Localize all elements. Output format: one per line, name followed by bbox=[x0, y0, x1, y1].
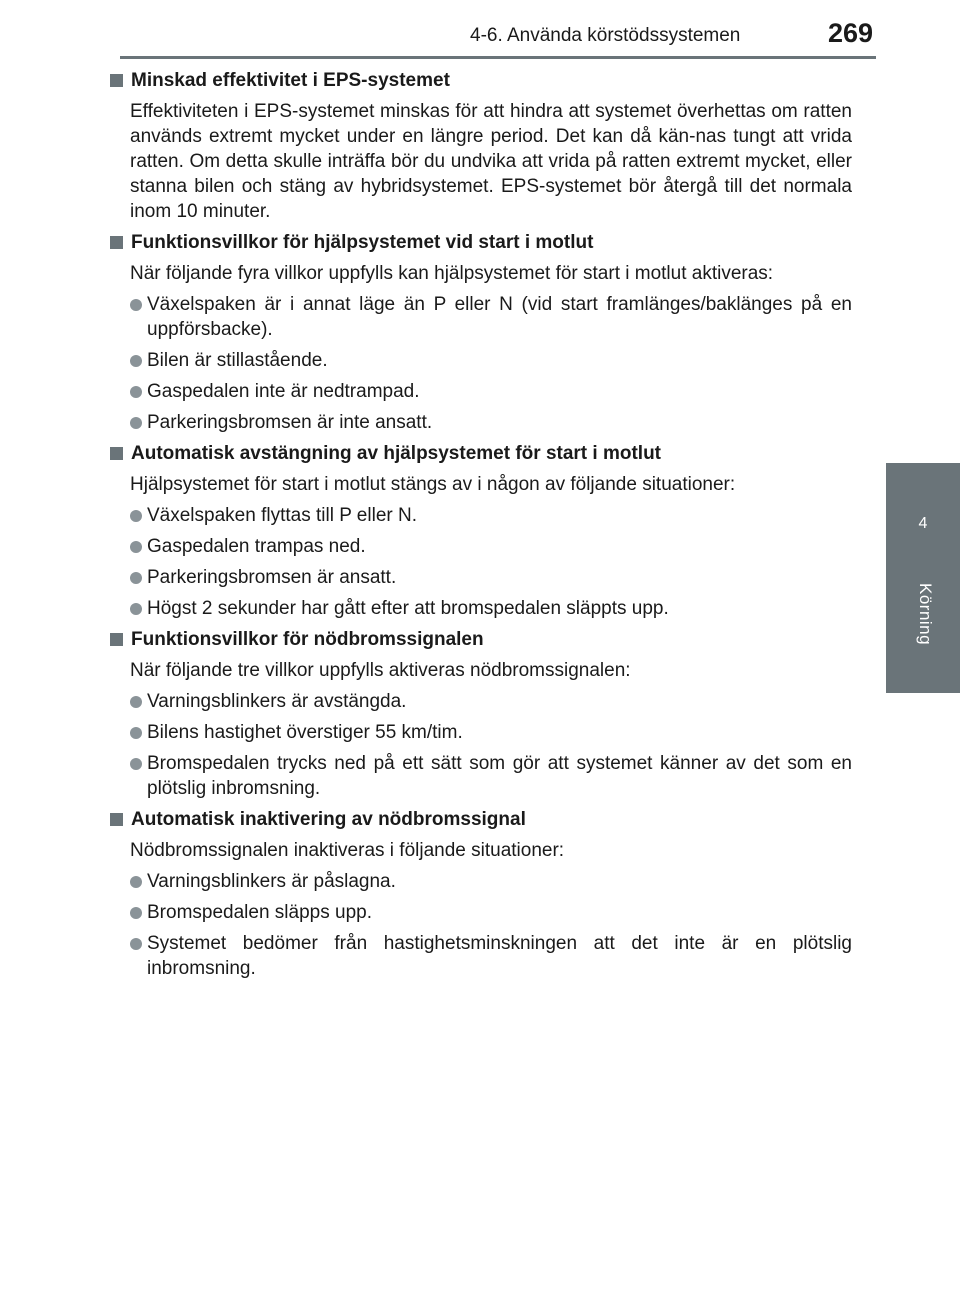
chapter-number: 4 bbox=[918, 515, 928, 532]
section-heading: Automatisk avstängning av hjälpsystemet för start i motlut bbox=[110, 441, 852, 466]
section-paragraph: Nödbromssignalen inaktiveras i följande situationer: bbox=[130, 840, 565, 861]
section-paragraph: När följande tre villkor uppfylls aktiveras nödbromssignalen: bbox=[130, 660, 631, 681]
circle-bullet-icon bbox=[130, 417, 142, 429]
section-eps bbox=[110, 68, 852, 224]
list-item: Växelspaken flyttas till P eller N. bbox=[130, 503, 852, 528]
list-item: Bilen är stillastående. bbox=[130, 348, 852, 373]
circle-bullet-icon bbox=[130, 938, 142, 950]
page-number: 269 bbox=[828, 18, 874, 48]
circle-bullet-icon bbox=[130, 541, 142, 553]
list-item: Högst 2 sekunder har gått efter att bromspedalen släppts upp. bbox=[130, 596, 852, 621]
section-title: 4-6. Använda körstödssystemen bbox=[470, 25, 741, 46]
section-heading: Funktionsvillkor för nödbromssignalen bbox=[110, 627, 852, 652]
section-hill-start-shutdown bbox=[110, 441, 852, 621]
list-item: Parkeringsbromsen är inte ansatt. bbox=[130, 410, 852, 435]
list-item: Bromspedalen släpps upp. bbox=[130, 900, 852, 925]
header-divider bbox=[120, 56, 876, 59]
square-bullet-icon bbox=[110, 813, 123, 826]
circle-bullet-icon bbox=[130, 907, 142, 919]
section-heading: Automatisk inaktivering av nödbromssignal bbox=[110, 807, 852, 832]
section-paragraph: När följande fyra villkor uppfylls kan hjälpsystemet för start i motlut aktiveras: bbox=[130, 263, 774, 284]
square-bullet-icon bbox=[110, 633, 123, 646]
list-item: Parkeringsbromsen är ansatt. bbox=[130, 565, 852, 590]
list-item: Varningsblinkers är påslagna. bbox=[130, 869, 852, 894]
section-paragraph: Hjälpsystemet för start i motlut stängs av i någon av följande situationer: bbox=[130, 474, 736, 495]
section-hill-start-conditions bbox=[110, 230, 852, 435]
circle-bullet-icon bbox=[130, 386, 142, 398]
circle-bullet-icon bbox=[130, 510, 142, 522]
section-emergency-brake-conditions bbox=[110, 627, 852, 801]
chapter-label: Körning bbox=[916, 583, 935, 646]
circle-bullet-icon bbox=[130, 876, 142, 888]
circle-bullet-icon bbox=[130, 727, 142, 739]
circle-bullet-icon bbox=[130, 758, 142, 770]
circle-bullet-icon bbox=[130, 299, 142, 311]
list-item: Bromspedalen trycks ned på ett sätt som gör att systemet känner av det som en plötslig inbromsning. bbox=[130, 751, 852, 801]
section-heading: Minskad effektivitet i EPS-systemet bbox=[110, 68, 852, 93]
square-bullet-icon bbox=[110, 74, 123, 87]
circle-bullet-icon bbox=[130, 572, 142, 584]
section-paragraph: Effektiviteten i EPS-systemet minskas för att hindra att systemet överhettas om ratten används extremt mycket under en längre period. Det kan då kän-nas tungt att vrida ratten. Om detta skulle inträffa bör du undvika att vrida på ratten extremt mycket, eller stanna bilen och stäng av hybridsystemet. EPS-systemet bör återgå till det normala inom 10 minuter. bbox=[130, 101, 852, 222]
square-bullet-icon bbox=[110, 447, 123, 460]
chapter-tab bbox=[886, 463, 960, 693]
circle-bullet-icon bbox=[130, 603, 142, 615]
section-emergency-brake-deactivation bbox=[110, 807, 852, 981]
circle-bullet-icon bbox=[130, 696, 142, 708]
circle-bullet-icon bbox=[130, 355, 142, 367]
page-content bbox=[110, 68, 852, 987]
list-item: Bilens hastighet överstiger 55 km/tim. bbox=[130, 720, 852, 745]
section-heading: Funktionsvillkor för hjälpsystemet vid start i motlut bbox=[110, 230, 852, 255]
list-item: Växelspaken är i annat läge än P eller N (vid start framlänges/baklänges på en uppförsbacke). bbox=[130, 292, 852, 342]
list-item: Systemet bedömer från hastighetsminskningen att det inte är en plötslig inbromsning. bbox=[130, 931, 852, 981]
list-item: Gaspedalen trampas ned. bbox=[130, 534, 852, 559]
list-item: Varningsblinkers är avstängda. bbox=[130, 689, 852, 714]
square-bullet-icon bbox=[110, 236, 123, 249]
list-item: Gaspedalen inte är nedtrampad. bbox=[130, 379, 852, 404]
